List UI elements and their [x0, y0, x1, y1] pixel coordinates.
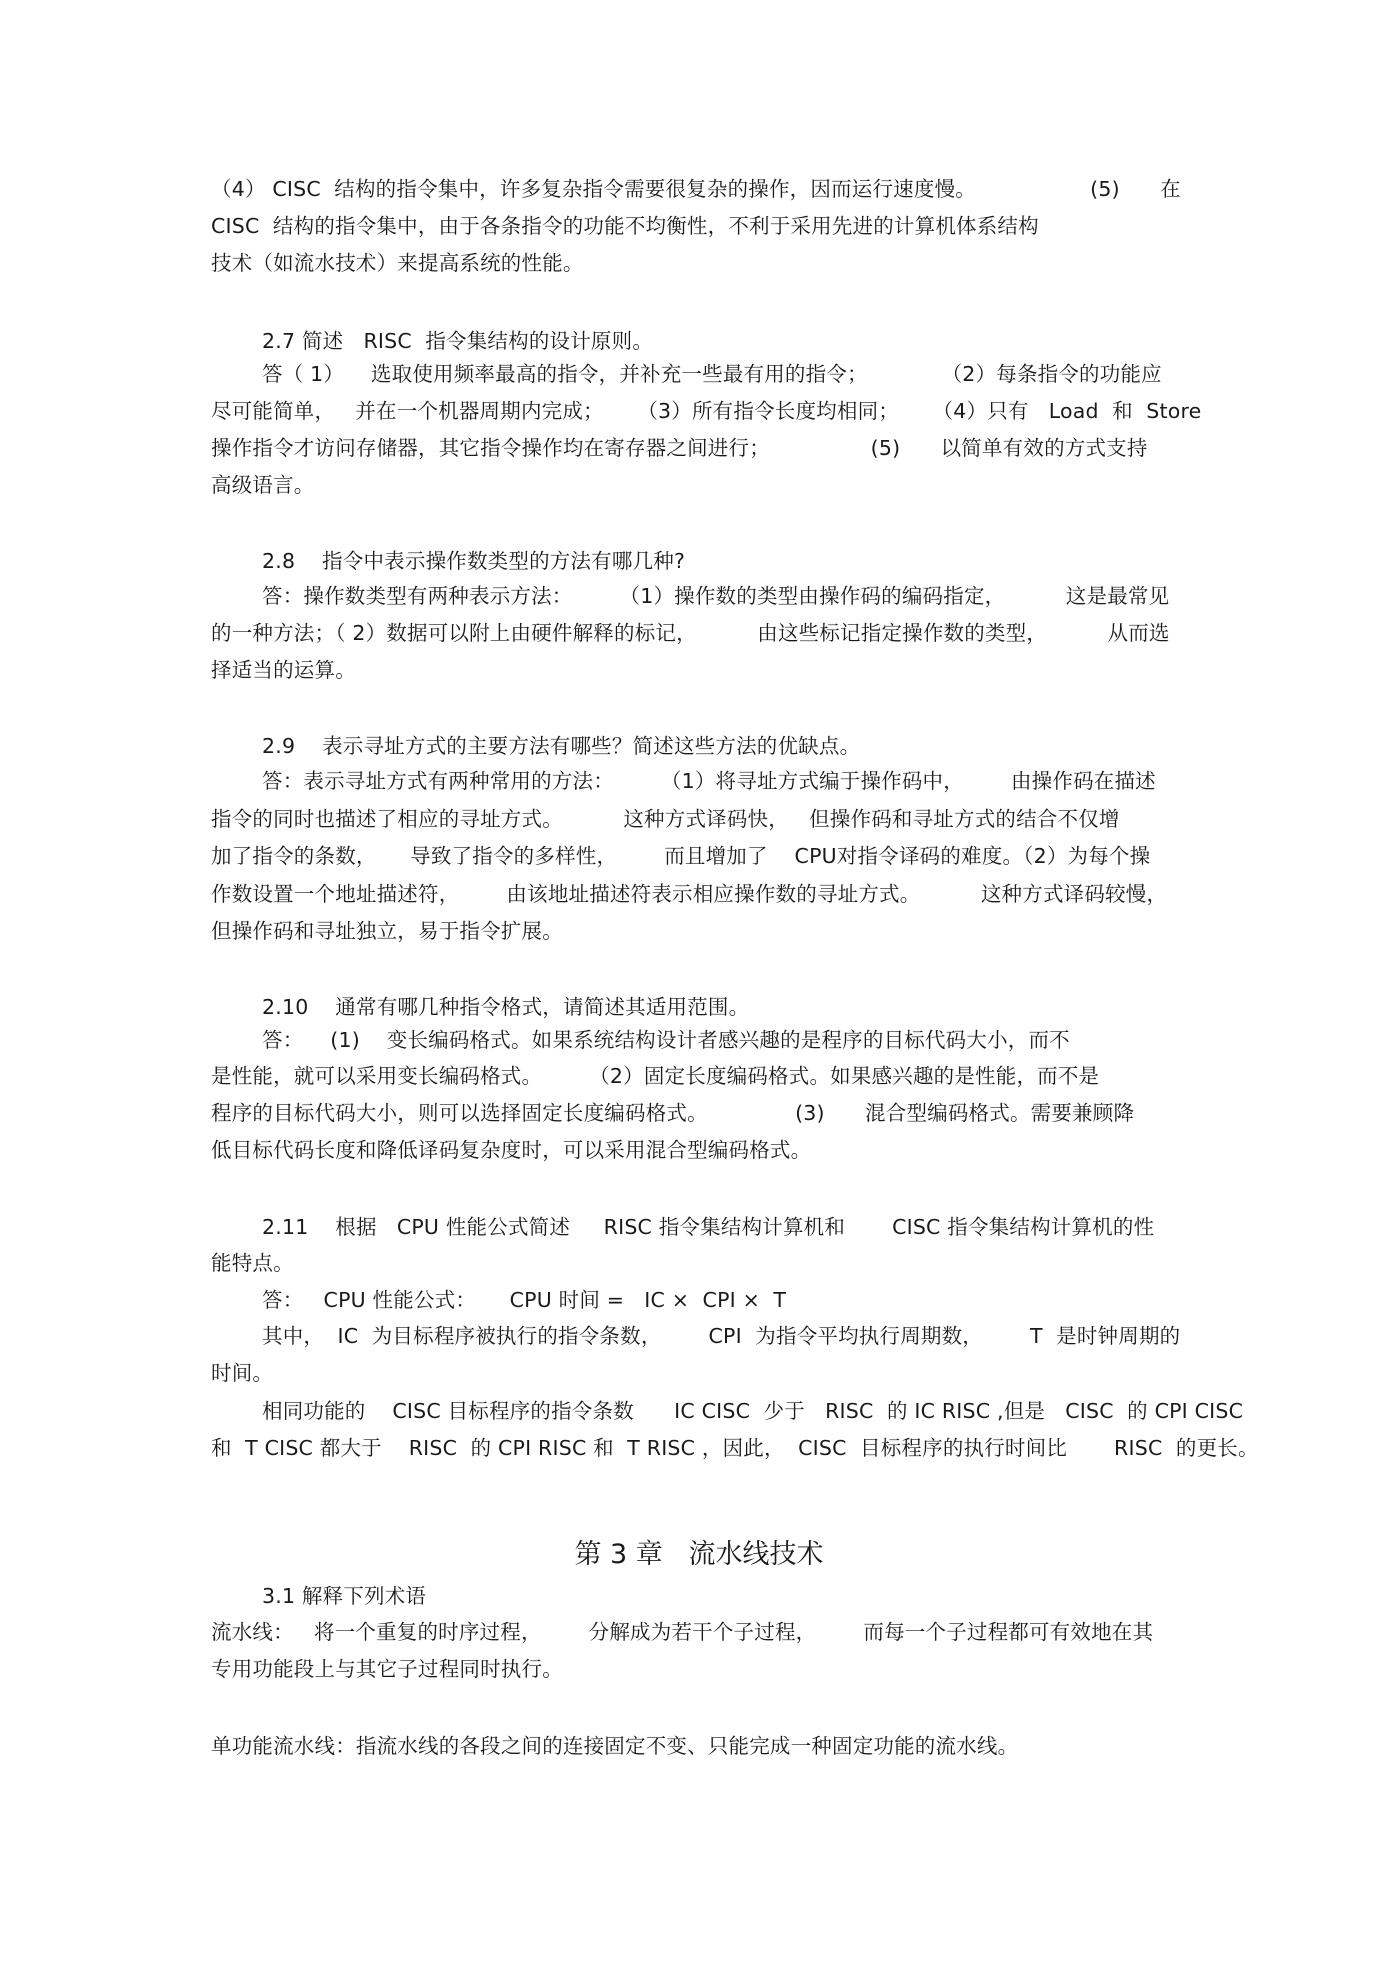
text-line: 尽可能简单， 并在一个机器周期内完成； （3）所有指令长度均相同； （4）只有 Load 和 Store: [211, 399, 1202, 423]
answer-line: 答：表示寻址方式有两种常用的方法： （1）将寻址方式编于操作码中， 由操作码在描述: [262, 769, 1156, 793]
question-heading: 3.1 解释下列术语: [262, 1584, 427, 1608]
question-heading: 2.10 通常有哪几种指令格式，请简述其适用范围。: [262, 995, 750, 1019]
text-line: （4） CISC 结构的指令集中，许多复杂指令需要很复杂的操作，因而运行速度慢。 (5) 在: [211, 177, 1181, 201]
text-line: 时间。: [211, 1361, 274, 1385]
question-heading: 2.7 简述 RISC 指令集结构的设计原则。: [262, 329, 654, 353]
text-line: 专用功能段上与其它子过程同时执行。: [211, 1657, 563, 1681]
chapter-title: 第 3 章 流水线技术: [574, 1539, 824, 1570]
text-line: 是性能，就可以采用变长编码格式。 （2）固定长度编码格式。如果感兴趣的是性能，而不是: [211, 1064, 1100, 1088]
text-line: 能特点。: [211, 1251, 294, 1275]
text-line: 高级语言。: [211, 473, 315, 497]
answer-line: 答：操作数类型有两种表示方法： （1）操作数的类型由操作码的编码指定， 这是最常见: [262, 584, 1170, 608]
text-line: 相同功能的 CISC 目标程序的指令条数 IC CISC 少于 RISC 的 IC RISC ,但是 CISC 的 CPI CISC: [262, 1399, 1244, 1423]
text-line: 的一种方法；（ 2）数据可以附上由硬件解释的标记， 由这些标记指定操作数的类型， 从而选: [211, 621, 1170, 645]
text-line: 技术（如流水技术）来提高系统的性能。: [211, 251, 584, 275]
text-line: 操作指令才访问存储器，其它指令操作均在寄存器之间进行； (5) 以简单有效的方式支持: [211, 436, 1148, 460]
text-line: 其中， IC 为目标程序被执行的指令条数， CPI 为指令平均执行周期数， T 是时钟周期的: [262, 1324, 1181, 1348]
text-line: 程序的目标代码大小，则可以选择固定长度编码格式。 (3) 混合型编码格式。需要兼顾降: [211, 1101, 1135, 1125]
answer-line: 答： (1) 变长编码格式。如果系统结构设计者感兴趣的是程序的目标代码大小，而不: [262, 1028, 1070, 1052]
text-line: 择适当的运算。: [211, 658, 356, 682]
answer-line: 答： CPU 性能公式： CPU 时间 = IC × CPI × T: [262, 1288, 787, 1312]
answer-line: 答（ 1） 选取使用频率最高的指令，并补充一些最有用的指令； （2）每条指令的功能应: [262, 362, 1162, 386]
text-line: 和 T CISC 都大于 RISC 的 CPI RISC 和 T RISC ，因此， CISC 目标程序的执行时间比 RISC 的更长。: [211, 1436, 1259, 1460]
text-line: 作数设置一个地址描述符， 由该地址描述符表示相应操作数的寻址方式。 这种方式译码较慢，: [211, 882, 1168, 906]
text-line: 加了指令的条数， 导致了指令的多样性， 而且增加了 CPU对指令译码的难度。（2）为每个操: [211, 844, 1151, 868]
question-heading: 2.8 指令中表示操作数类型的方法有哪几种?: [262, 549, 686, 573]
text-line: CISC 结构的指令集中，由于各条指令的功能不均衡性，不利于采用先进的计算机体系结构: [211, 214, 1039, 238]
text-line: 单功能流水线：指流水线的各段之间的连接固定不变、只能完成一种固定功能的流水线。: [211, 1734, 1019, 1758]
question-heading: 2.9 表示寻址方式的主要方法有哪些？简述这些方法的优缺点。: [262, 734, 861, 758]
text-line: 但操作码和寻址独立，易于指令扩展。: [211, 919, 563, 943]
text-line: 低目标代码长度和降低译码复杂度时，可以采用混合型编码格式。: [211, 1138, 812, 1162]
text-line: 指令的同时也描述了相应的寻址方式。 这种方式译码快， 但操作码和寻址方式的结合不仅增: [211, 807, 1120, 831]
question-heading: 2.11 根据 CPU 性能公式简述 RISC 指令集结构计算机和 CISC 指令集结构计算机的性: [262, 1215, 1155, 1239]
text-line: 流水线： 将一个重复的时序过程， 分解成为若干个子过程， 而每一个子过程都可有效地在其: [211, 1620, 1154, 1644]
